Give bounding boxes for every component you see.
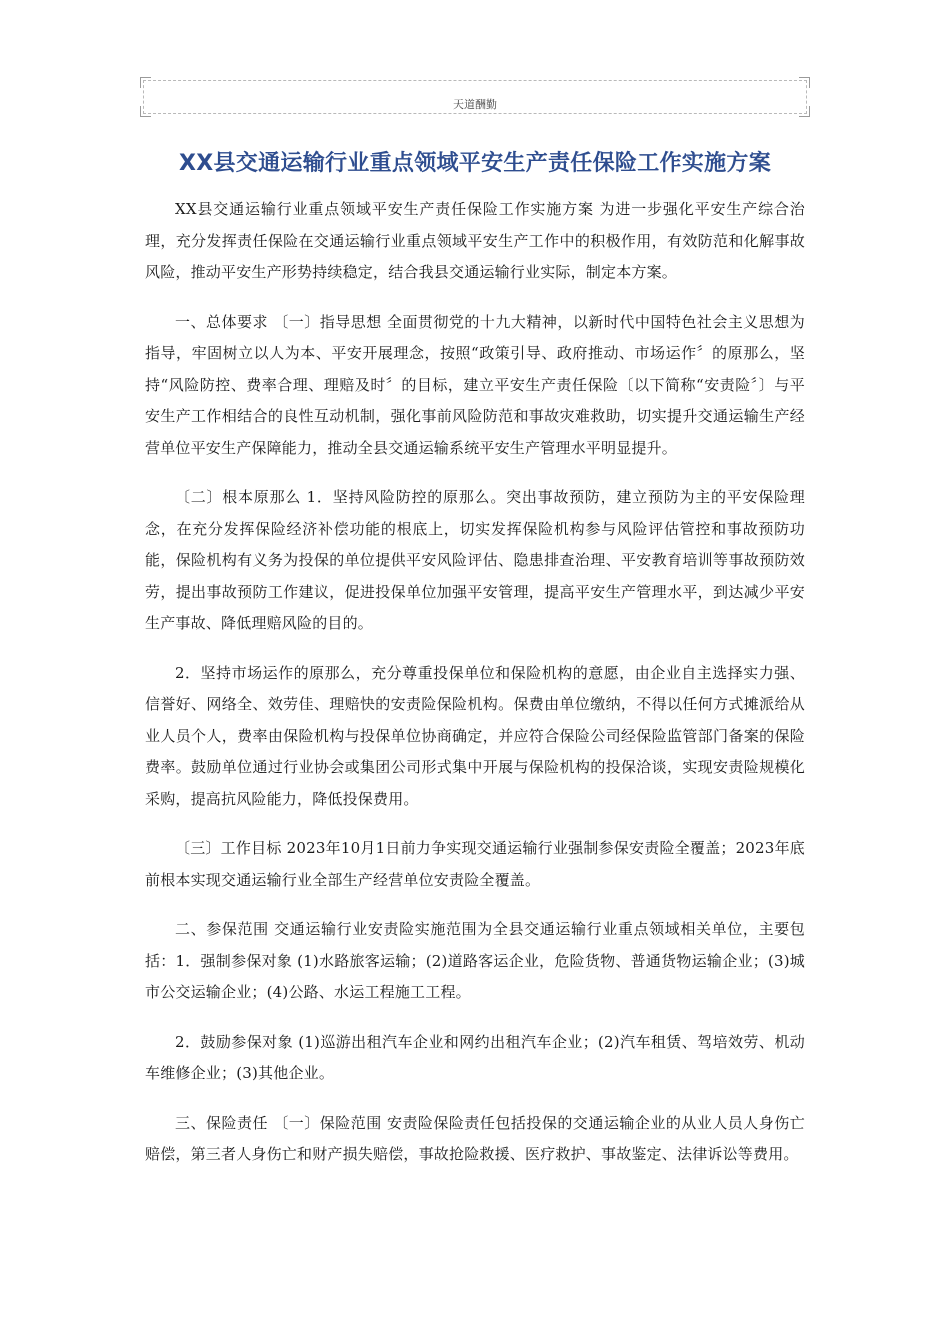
paragraph-work-goals: 〔三〕工作目标 2023年10月1日前力争实现交通运输行业强制参保安责险全覆盖；2023年底前根本实现交通运输行业全部生产经营单位安责险全覆盖。 xyxy=(145,839,805,889)
paragraph-market-operation: 2．坚持市场运作的原那么，充分尊重投保单位和保险机构的意愿，由企业自主选择实力强、信誉好、网络全、效劳佳、理赔快的安责险保险机构。保费由单位缴纳，不得以任何方式摊派给从业人员个人，费率由保险机构与投保单位协商确定，并应符合保险公司经保险监管部门备案的保险费率。鼓励单位通过行业协会或集团公司形式集中开展与保险机构的投保洽谈，实现安责险规模化采购，提高抗风险能力，降低投保费用。 xyxy=(145,663,805,808)
document-body xyxy=(145,194,805,1189)
paragraph-insurance-liability: 三、保险责任 〔一〕保险范围 安责险保险责任包括投保的交通运输企业的从业人员人身伤亡赔偿，第三者人身伤亡和财产损失赔偿，事故抢险救援、医疗救护、事故鉴定、法律诉讼等费用。 xyxy=(145,1113,805,1163)
header-corner-mark xyxy=(799,77,810,88)
paragraph-intro: XX县交通运输行业重点领域平安生产责任保险工作实施方案 为进一步强化平安生产综合治理，充分发挥责任保险在交通运输行业重点领域平安生产工作中的积极作用，有效防范和化解事故风险，推动平安生产形势持续稳定，结合我县交通运输行业实际，制定本方案。 xyxy=(145,200,805,281)
header-corner-mark xyxy=(140,77,151,88)
page-header-box xyxy=(143,80,807,114)
paragraph-general-requirements: 一、总体要求 〔一〕指导思想 全面贯彻党的十九大精神，以新时代中国特色社会主义思想为指导，牢固树立以人为本、平安开展理念，按照“政策引导、政府推动、市场运作〞的原那么，坚持“风险防控、费率合理、理赔及时〞的目标，建立平安生产责任保险〔以下简称“安责险〞〕与平安生产工作相结合的良性互动机制，强化事前风险防范和事故灾难救助，切实提升交通运输生产经营单位平安生产保障能力，推动全县交通运输系统平安生产管理水平明显提升。 xyxy=(145,312,805,457)
paragraph-insurance-scope: 二、参保范围 交通运输行业安责险实施范围为全县交通运输行业重点领域相关单位，主要包括：1．强制参保对象 (1)水路旅客运输；(2)道路客运企业，危险货物、普通货物运输企业；(3)城市公交运输企业；(4)公路、水运工程施工工程。 xyxy=(145,920,805,1001)
paragraph-encouraged-participants: 2．鼓励参保对象 (1)巡游出租汽车企业和网约出租汽车企业；(2)汽车租赁、驾培效劳、机动车维修企业；(3)其他企业。 xyxy=(145,1032,805,1082)
document-title: XX县交通运输行业重点领域平安生产责任保险工作实施方案 xyxy=(178,151,772,176)
paragraph-basic-principles: 〔二〕根本原那么 1．坚持风险防控的原那么。突出事故预防，建立预防为主的平安保险理念，在充分发挥保险经济补偿功能的根底上，切实发挥保险机构参与风险评估管控和事故预防功能，保险机构有义务为投保的单位提供平安风险评估、隐患排查治理、平安教育培训等事故预防效劳，提出事故预防工作建议，促进投保单位加强平安管理，提高平安生产管理水平，到达减少平安生产事故、降低理赔风险的目的。 xyxy=(145,488,805,632)
header-motto: 天道酬勤 xyxy=(453,98,497,111)
